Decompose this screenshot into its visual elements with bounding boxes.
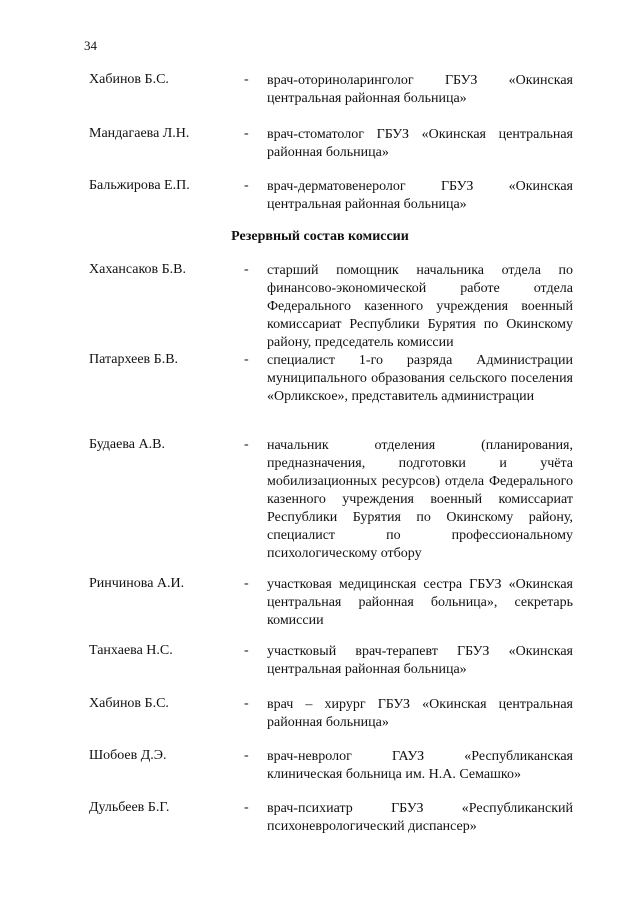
member-position: начальник отделения (планирования, предназначения, подготовки и учёта мобилизационных ресурсов) отдела Федерального казенного учреждения военный комиссариат Республики Бурятия по Окинскому району, специалист по профессиональному психологическому отбору [267,438,573,561]
member-name: Ринчинова А.И. [89,576,185,591]
dash-separator: - [244,352,249,367]
dash-separator: - [244,800,249,815]
member-position: участковая медицинская сестра ГБУЗ «Окинская центральная районная больница», секретарь комиссии [267,577,573,628]
member-name: Дульбеев Б.Г. [89,800,170,815]
member-position: врач-стоматолог ГБУЗ «Окинская центральная районная больница» [267,127,573,160]
dash-separator: - [244,643,249,658]
dash-separator: - [244,576,249,591]
member-name: Мандагаева Л.Н. [89,126,190,141]
page-number: 34 [84,38,97,53]
dash-separator: - [244,178,249,193]
member-position: врач-психиатр ГБУЗ «Республиканский психоневрологический диспансер» [267,801,573,834]
dash-separator: - [244,262,249,277]
member-name: Хабинов Б.С. [89,696,169,711]
member-position: врач-дерматовенеролог ГБУЗ «Окинская центральная районная больница» [267,179,573,212]
dash-separator: - [244,437,249,452]
member-position: специалист 1-го разряда Администрации муниципального образования сельского поселения «Орликское», представитель администрации [267,353,573,404]
dash-separator: - [244,696,249,711]
dash-separator: - [244,126,249,141]
section-heading: Резервный состав комиссии [231,229,409,244]
member-position: старший помощник начальника отдела по финансово-экономической работе отдела Федерального казенного учреждения военный комиссариат Республики Бурятия по Окинскому району, председатель комиссии [267,263,573,350]
member-name: Будаева А.В. [89,437,165,452]
member-position: участковый врач-терапевт ГБУЗ «Окинская центральная районная больница» [267,644,573,677]
member-name: Хахансаков Б.В. [89,262,187,277]
member-position: врач – хирург ГБУЗ «Окинская центральная районная больница» [267,697,573,730]
member-name: Танхаева Н.С. [89,643,173,658]
dash-separator: - [244,748,249,763]
member-position: врач-невролог ГАУЗ «Республиканская клиническая больница им. Н.А. Семашко» [267,749,573,782]
member-position: врач-оториноларинголог ГБУЗ «Окинская центральная районная больница» [267,73,573,106]
member-name: Шобоев Д.Э. [89,748,167,763]
member-name: Хабинов Б.С. [89,72,169,87]
member-name: Патархеев Б.В. [89,352,179,367]
member-name: Бальжирова Е.П. [89,178,190,193]
dash-separator: - [244,72,249,87]
